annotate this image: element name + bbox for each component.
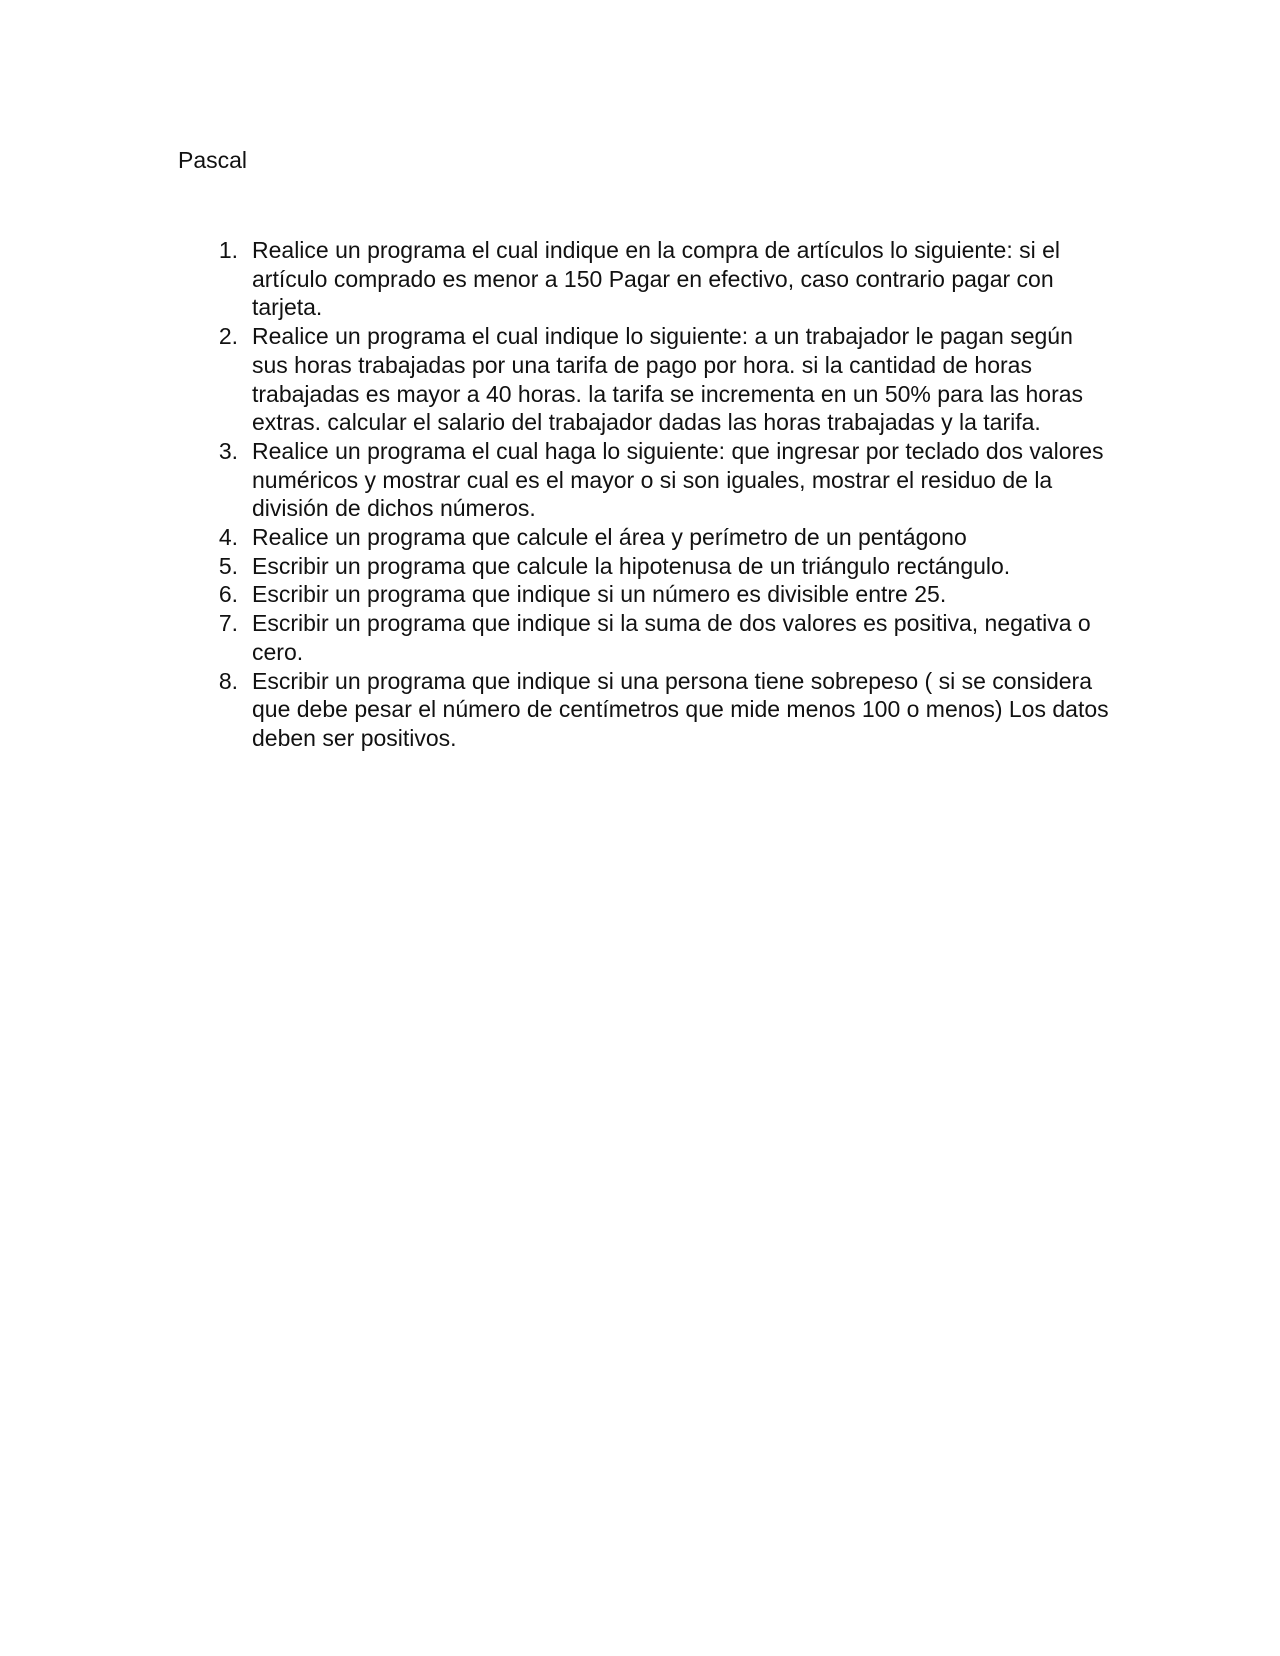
list-item	[210, 580, 1110, 609]
list-item	[210, 667, 1110, 753]
list-item-number: 4.	[218, 524, 238, 551]
list-item-number: 5.	[218, 552, 238, 579]
list-item	[210, 552, 1110, 581]
list-item-number: 1.	[218, 237, 238, 263]
list-item-text: Escribir un programa que indique si una persona tiene sobrepeso ( si se considera que debe pesar el número de centímetros que mide menos 100 o menos) Los datos deben ser positivos.	[252, 667, 1109, 751]
exercise-list	[210, 236, 1110, 753]
list-item-number: 8.	[218, 667, 238, 694]
list-item-number: 3.	[218, 437, 238, 464]
list-item	[210, 523, 1110, 552]
list-item-text: Escribir un programa que indique si la suma de dos valores es positiva, negativa o cero.	[252, 610, 1091, 665]
list-item-text: Escribir un programa que indique si un número es divisible entre 25.	[252, 581, 947, 608]
list-item-text: Realice un programa el cual indique lo siguiente: a un trabajador le pagan según sus horas trabajadas por una tarifa de pago por hora. si la cantidad de horas trabajadas es mayor a 40 horas. la tarifa se incrementa en un 50% para las horas extras. calcular el salario del trabajador dadas las horas trabajadas y la tarifa.	[252, 323, 1084, 436]
list-item	[210, 236, 1110, 322]
document-title: Pascal	[178, 147, 248, 173]
list-item-text: Realice un programa el cual haga lo siguiente: que ingresar por teclado dos valores numéricos y mostrar cual es el mayor o si son iguales, mostrar el residuo de la división de dichos números.	[252, 437, 1104, 522]
list-item-text: Escribir un programa que calcule la hipotenusa de un triángulo rectángulo.	[252, 552, 1011, 579]
list-item	[210, 609, 1110, 666]
list-item-number: 6.	[218, 581, 238, 608]
list-item-text: Realice un programa que calcule el área y perímetro de un pentágono	[252, 524, 967, 551]
list-item-text: Realice un programa el cual indique en la compra de artículos lo siguiente: si el artículo comprado es menor a 150 Pagar en efectivo, caso contrario pagar con tarjeta.	[252, 237, 1061, 321]
list-item	[210, 437, 1110, 523]
list-item-number: 2.	[218, 323, 238, 350]
list-item-number: 7.	[218, 610, 238, 637]
list-item	[210, 322, 1110, 437]
